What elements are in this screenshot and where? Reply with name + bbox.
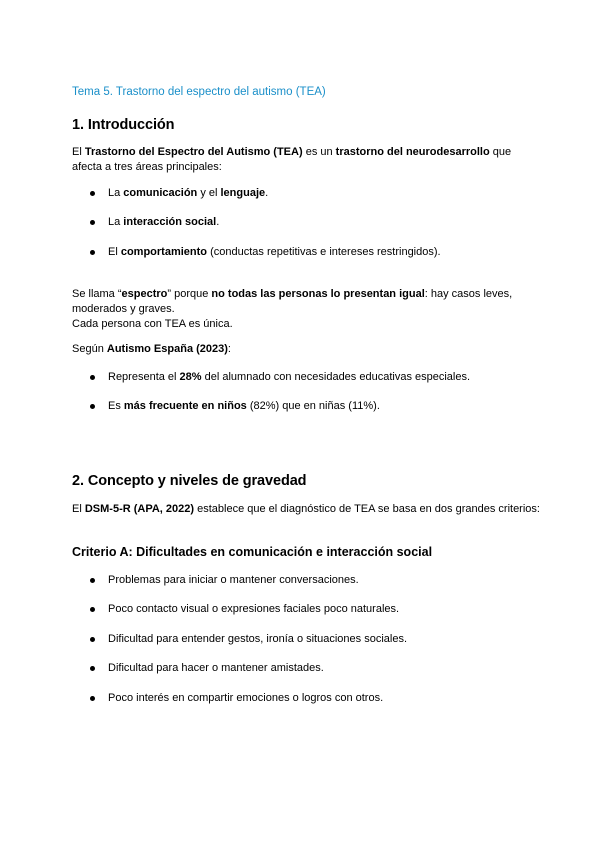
bullet-icon bbox=[90, 220, 95, 225]
section-2-intro: El DSM-5-R (APA, 2022) establece que el diagnóstico de TEA se basa en dos grandes criterios: bbox=[72, 503, 540, 515]
bullet-icon bbox=[90, 666, 95, 671]
bullet-icon bbox=[90, 696, 95, 701]
criterion-a-title: Criterio A: Dificultades en comunicación e interacción social bbox=[72, 545, 433, 559]
bullet-icon bbox=[90, 191, 95, 196]
topic-heading: Tema 5. Trastorno del espectro del autismo (TEA) bbox=[72, 86, 326, 98]
section-1-title: 1. Introducción bbox=[72, 117, 175, 133]
spectrum-paragraph: Se llama “espectro” porque no todas las personas lo presentan igual: hay casos leves, moderados y graves. bbox=[72, 288, 513, 315]
bullet-icon bbox=[90, 578, 95, 583]
bullet-icon bbox=[90, 607, 95, 612]
section-2-title: 2. Concepto y niveles de gravedad bbox=[72, 473, 307, 489]
bullet-icon bbox=[90, 404, 95, 409]
bullet-icon bbox=[90, 637, 95, 642]
bullet-icon bbox=[90, 250, 95, 255]
source-line: Según Autismo España (2023): bbox=[72, 343, 231, 355]
unique-line: Cada persona con TEA es única. bbox=[72, 318, 233, 330]
section-1-intro: El Trastorno del Espectro del Autismo (TEA) es un trastorno del neurodesarrollo que afecta a tres áreas principales: bbox=[72, 146, 512, 173]
bullet-icon bbox=[90, 375, 95, 380]
